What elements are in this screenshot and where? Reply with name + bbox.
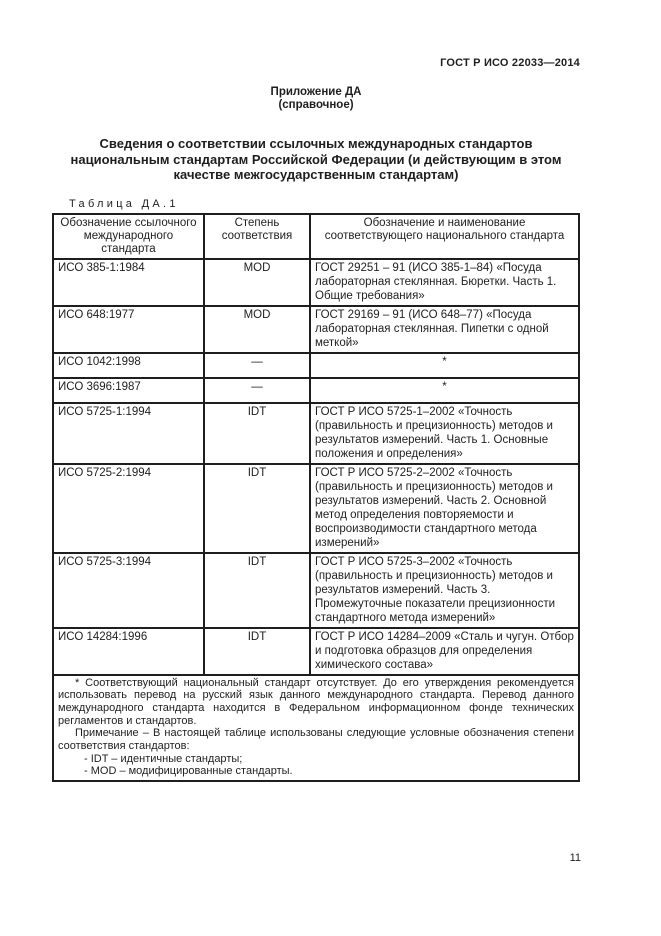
degree-cell: IDT xyxy=(204,403,310,464)
column-header-international-standard: Обозначение ссылочного международного стандарта xyxy=(53,214,204,259)
degree-cell: MOD xyxy=(204,306,310,353)
degree-cell: IDT xyxy=(204,464,310,553)
table-row xyxy=(53,403,579,464)
page-title-line-3: качестве межгосударственным стандартам) xyxy=(173,167,459,182)
intl-standard-cell: ИСО 5725-3:1994 xyxy=(53,553,204,628)
page-content xyxy=(52,0,580,782)
degree-cell: — xyxy=(204,378,310,403)
column-header-degree: Степень соответствия xyxy=(204,214,310,259)
table-footnote xyxy=(53,675,579,782)
national-standard-cell: ГОСТ Р ИСО 14284–2009 «Сталь и чугун. Отбор и подготовка образцов для определения химического состава» xyxy=(310,628,579,675)
national-standard-cell: ГОСТ Р ИСО 5725-2–2002 «Точность (правильность и прецизионность) методов и результатов измерений. Часть 2. Основной метод определения повторяемости и воспроизводимости стандартного метода измерений» xyxy=(310,464,579,553)
intl-standard-cell: ИСО 1042:1998 xyxy=(53,353,204,378)
appendix-label: Приложение ДА xyxy=(270,86,362,98)
table-row xyxy=(53,464,579,553)
page-title-line-2: национальным стандартам Российской Федерации (и действующим в этом xyxy=(70,151,562,167)
intl-standard-cell: ИСО 5725-1:1994 xyxy=(53,403,204,464)
appendix-heading xyxy=(52,86,580,112)
table-footnote-row xyxy=(53,675,579,782)
appendix-type: (справочное) xyxy=(278,99,354,111)
page-title xyxy=(52,136,580,183)
degree-cell: IDT xyxy=(204,553,310,628)
intl-standard-cell: ИСО 14284:1996 xyxy=(53,628,204,675)
table-header-row xyxy=(53,214,579,259)
national-standard-cell: * xyxy=(310,378,579,403)
footnote-item-mod: - MOD – модифицированные стандарты. xyxy=(84,765,293,778)
national-standard-cell: ГОСТ Р ИСО 5725-1–2002 «Точность (правильность и прецизионность) методов и результатов измерений. Часть 1. Основные положения и определения» xyxy=(310,403,579,464)
footnote-item-idt: - IDT – идентичные стандарты; xyxy=(84,752,243,765)
national-standard-cell: ГОСТ 29169 – 91 (ИСО 648–77) «Посуда лабораторная стеклянная. Пипетки с одной меткой» xyxy=(310,306,579,353)
intl-standard-cell: ИСО 3696:1987 xyxy=(53,378,204,403)
table-row xyxy=(53,378,579,403)
footnote-note-text: Примечание – В настоящей таблице использованы следующие условные обозначения степени соответствия стандартов: xyxy=(58,727,574,753)
table-row xyxy=(53,259,579,306)
degree-cell: — xyxy=(204,353,310,378)
table-row xyxy=(53,553,579,628)
national-standard-cell: * xyxy=(310,353,579,378)
national-standard-cell: ГОСТ Р ИСО 5725-3–2002 «Точность (правильность и прецизионность) методов и результатов измерений. Часть 3. Промежуточные показатели прецизионности стандартного метода измерений» xyxy=(310,553,579,628)
table-row xyxy=(53,353,579,378)
table-row xyxy=(53,306,579,353)
page-title-line-1: Сведения о соответствии ссылочных международных стандартов xyxy=(99,136,533,151)
table-caption: Таблица ДА.1 xyxy=(69,197,179,210)
national-standard-cell: ГОСТ 29251 – 91 (ИСО 385-1–84) «Посуда лабораторная стеклянная. Бюретки. Часть 1. Общие требования» xyxy=(310,259,579,306)
correspondence-table xyxy=(52,213,580,783)
document-code: ГОСТ Р ИСО 22033—2014 xyxy=(440,57,580,69)
degree-cell: MOD xyxy=(204,259,310,306)
intl-standard-cell: ИСО 385-1:1984 xyxy=(53,259,204,306)
column-header-national-standard: Обозначение и наименование соответствующего национального стандарта xyxy=(310,214,579,259)
intl-standard-cell: ИСО 5725-2:1994 xyxy=(53,464,204,553)
footnote-asterisk-text: * Соответствующий национальный стандарт отсутствует. До его утверждения рекомендуется использовать перевод на русский язык данного международного стандарта. Перевод данного международного стандарта находится в Федеральном информационном фонде технических регламентов и стандартов. xyxy=(58,676,574,727)
page-number: 11 xyxy=(569,852,581,864)
table-row xyxy=(53,628,579,675)
intl-standard-cell: ИСО 648:1977 xyxy=(53,306,204,353)
degree-cell: IDT xyxy=(204,628,310,675)
